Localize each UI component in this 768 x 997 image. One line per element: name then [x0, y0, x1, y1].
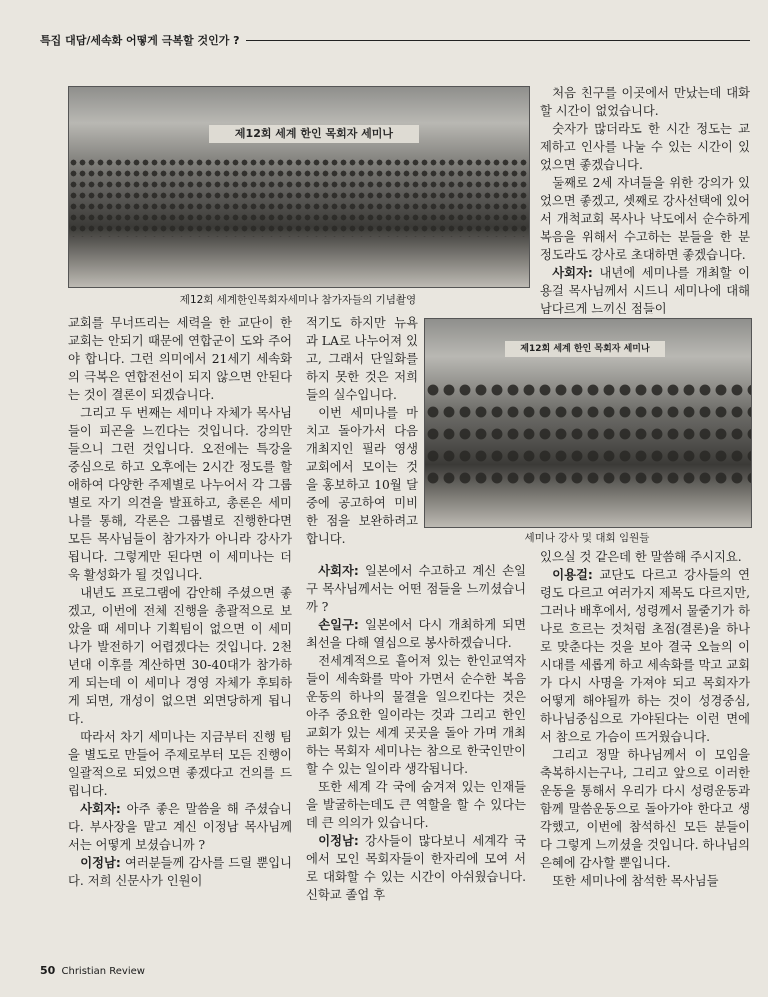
officers-photo [424, 318, 752, 528]
page-header [40, 32, 750, 48]
speaker-label: 사회자: [552, 266, 593, 280]
paragraph [540, 174, 750, 264]
paragraph [306, 562, 526, 616]
paragraph [306, 832, 526, 904]
paragraph [68, 854, 292, 890]
speaker-label: 손일구: [318, 618, 359, 632]
paragraph-text: 교단도 다르고 강사들의 연령도 다르고 여러가지 제목도 다르지만, 그러나 배후에서, 성령께서 물줄기가 하나로 흐르는 것처럼 초점(결론)을 하나로 맞춘다는 것을 보아 결국 오늘의 이 시대를 세롭게 하고 세속화를 막고 교회가 다시 사명을 가져야 되고 목회자가 어떻게 해야될까 하는 것이 성경중심, 하나님중심으로 가야된다는 이런 면에서 참으로 가슴이 뜨거웠습니다. [540, 568, 750, 744]
paragraph-text: 또한 세미나에 참석한 목사님들 [552, 874, 719, 888]
paragraph-text: 아주 좋은 말씀을 해 주셨습니다. 부사장을 맡고 계신 이정남 목사님께서는 어떻게 보셨습니까 ? [68, 802, 292, 852]
column-right-bottom [540, 548, 750, 944]
paragraph [306, 616, 526, 652]
paragraph-text: 교회를 무너뜨리는 세력을 한 교단이 한 교회는 안되기 때문에 연합군이 도와 주어야 합니다. 그런 의미에서 21세기 세속화의 극복은 연합전선이 되지 않으면 안된다는 것이 결론이 되겠습니다. [68, 316, 292, 402]
column-left [68, 314, 292, 944]
paragraph [68, 728, 292, 800]
paragraph-text: 강사들이 많다보니 세계각 국에서 모인 목회자들이 한자리에 모여 서로 대화할 수 있는 시간이 아쉬웠습니다. 신학교 졸업 후 [306, 834, 526, 902]
paragraph [306, 314, 418, 404]
paragraph [540, 264, 750, 314]
paragraph-text: 둘째로 2세 자녀들을 위한 강의가 있었으면 좋겠고, 셋째로 강사선택에 있어서 개척교회 목사나 낙도에서 순수하게 복음을 위해서 수고하는 분들을 한 분 정도라도 강사로 초대하면 좋겠습니다. [540, 176, 750, 262]
paragraph-text: 내년도 프로그램에 감안해 주셨으면 좋겠고, 이번에 전체 진행을 총괄적으로 보았을 때 세미나 기획팀이 없으면 이 세미나가 발전하기 어렵겠다는 것입니다. 2천 년대 이후를 계산하면 30-40대가 참가하게 되는데 이 세미나 경영 자체가 후퇴하게 되면, 개성이 없으면 외면당하게 됩니다. [68, 586, 292, 726]
paragraph [306, 778, 526, 832]
column-right-top [540, 84, 750, 314]
photo-caption: 제12회 세계한인목회자세미나 참가자들의 기념촬영 [179, 294, 417, 306]
paragraph-text: 여러분들께 감사를 드릴 뿐입니다. 저희 신문사가 인원이 [68, 856, 292, 888]
speaker-label: 이용걸: [552, 568, 593, 582]
group-photo [68, 86, 530, 288]
paragraph-text: 있으실 것 같은데 한 말씀해 주시지요. [540, 550, 742, 564]
paragraph-text: 처음 친구를 이곳에서 만났는데 대화할 시간이 없었습니다. [540, 86, 750, 118]
paragraph [540, 120, 750, 174]
paragraph-text: 따라서 차기 세미나는 지금부터 진행 팀을 별도로 만들어 주제로부터 모든 진행이 일괄적으로 되었으면 좋겠다고 건의를 드립니다. [68, 730, 292, 798]
page-footer [40, 964, 145, 977]
photo-banner: 제12회 세계 한인 목회자 세미나 [209, 125, 419, 143]
paragraph-text: 그리고 정말 하나님께서 이 모임을 축복하시는구나, 그리고 앞으로 이러한 운동을 통해서 우리가 다시 성령운동과 함께 말씀운동으로 돌아가야 한다고 생각했고, 이번에 참석하신 모든 분들이 다 그렇게 느끼셨을 것입니다. 하나님의 은혜에 감사할 뿐입니다. [540, 748, 750, 870]
paragraph [540, 872, 750, 890]
paragraph-text: 일본에서 다시 개최하게 되면 최선을 다해 열심으로 봉사하겠습니다. [306, 618, 526, 650]
header-title: 특집 대담/세속화 어떻게 극복할 것인가 ? [40, 34, 240, 47]
paragraph [540, 566, 750, 746]
page-number: 50 [40, 964, 56, 977]
column-middle-bottom [306, 562, 526, 944]
paragraph-text: 일본에서 수고하고 계신 손일구 목사님께서는 어떤 점들을 느끼셨습니까 ? [306, 564, 526, 614]
column-middle-top [306, 314, 418, 559]
paragraph-text: 숫자가 많더라도 한 시간 정도는 교제하고 인사를 나눌 수 있는 시간이 있었으면 좋겠습니다. [540, 122, 750, 172]
paragraph [540, 84, 750, 120]
paragraph-text: 적기도 하지만 뉴욕과 LA로 나누어져 있고, 그래서 단일화를 하지 못한 것은 저희들의 실수입니다. [306, 316, 418, 402]
magazine-name: Christian Review [61, 966, 145, 977]
paragraph [540, 548, 750, 566]
photo-caption: 세미나 강사 및 대회 임원들 [524, 532, 650, 544]
header-rule [246, 40, 750, 41]
photo-crowd [425, 379, 751, 489]
speaker-label: 사회자: [80, 802, 121, 816]
paragraph [306, 404, 418, 548]
photo-banner: 제12회 세계 한인 목회자 세미나 [505, 341, 665, 357]
speaker-label: 이정남: [318, 834, 359, 848]
paragraph-text: 그리고 두 번째는 세미나 자체가 목사님들이 피곤을 느낀다는 것입니다. 강의만 들으니 그런 것입니다. 오전에는 특강을 중심으로 하고 오후에는 2시간 정도를 할애하여 다양한 주제별로 나누어서 각 그룹별로 자기 의견을 발표하고, 총론은 세미나를 통해, 각론은 그룹별로 진행한다면 모든 목사님들이 참가자가 아니라 강사가 됩니다. 그렇게만 된다면 이 세미나는 더욱 활성화가 될 것입니다. [68, 406, 292, 582]
paragraph [540, 746, 750, 872]
paragraph-text: 내년에 세미나를 개최할 이용걸 목사님께서 시드니 세미나에 대해 남다르게 느끼신 점들이 [540, 266, 750, 314]
paragraph [68, 800, 292, 854]
paragraph [68, 314, 292, 404]
speaker-label: 사회자: [318, 564, 359, 578]
paragraph-text: 이번 세미나를 마치고 돌아가서 다음 개최지인 필라 영생교회에서 모이는 것을 홍보하고 10월 달 중에 공고하여 미비한 점을 보완하려고 합니다. [306, 406, 418, 546]
speaker-label: 이정남: [80, 856, 121, 870]
paragraph [68, 404, 292, 584]
paragraph [306, 652, 526, 778]
paragraph-text: 또한 세계 각 국에 숨겨져 있는 인재들을 발굴하는데도 큰 역할을 할 수 있다는데 큰 의의가 있습니다. [306, 780, 526, 830]
paragraph-text: 전세계적으로 흩어져 있는 한인교역자들이 세속화를 막아 가면서 순수한 복음운동의 하나의 물결을 일으킨다는 것은 아주 중요한 일이라는 것과 그리고 한인교회가 있는 세계 곳곳을 돌아 가며 개최하는 목회자 세미나는 참으로 한국인만이 할 수 있는 일이라 생각됩니다. [306, 654, 526, 776]
paragraph [68, 584, 292, 728]
photo-crowd [69, 157, 529, 237]
